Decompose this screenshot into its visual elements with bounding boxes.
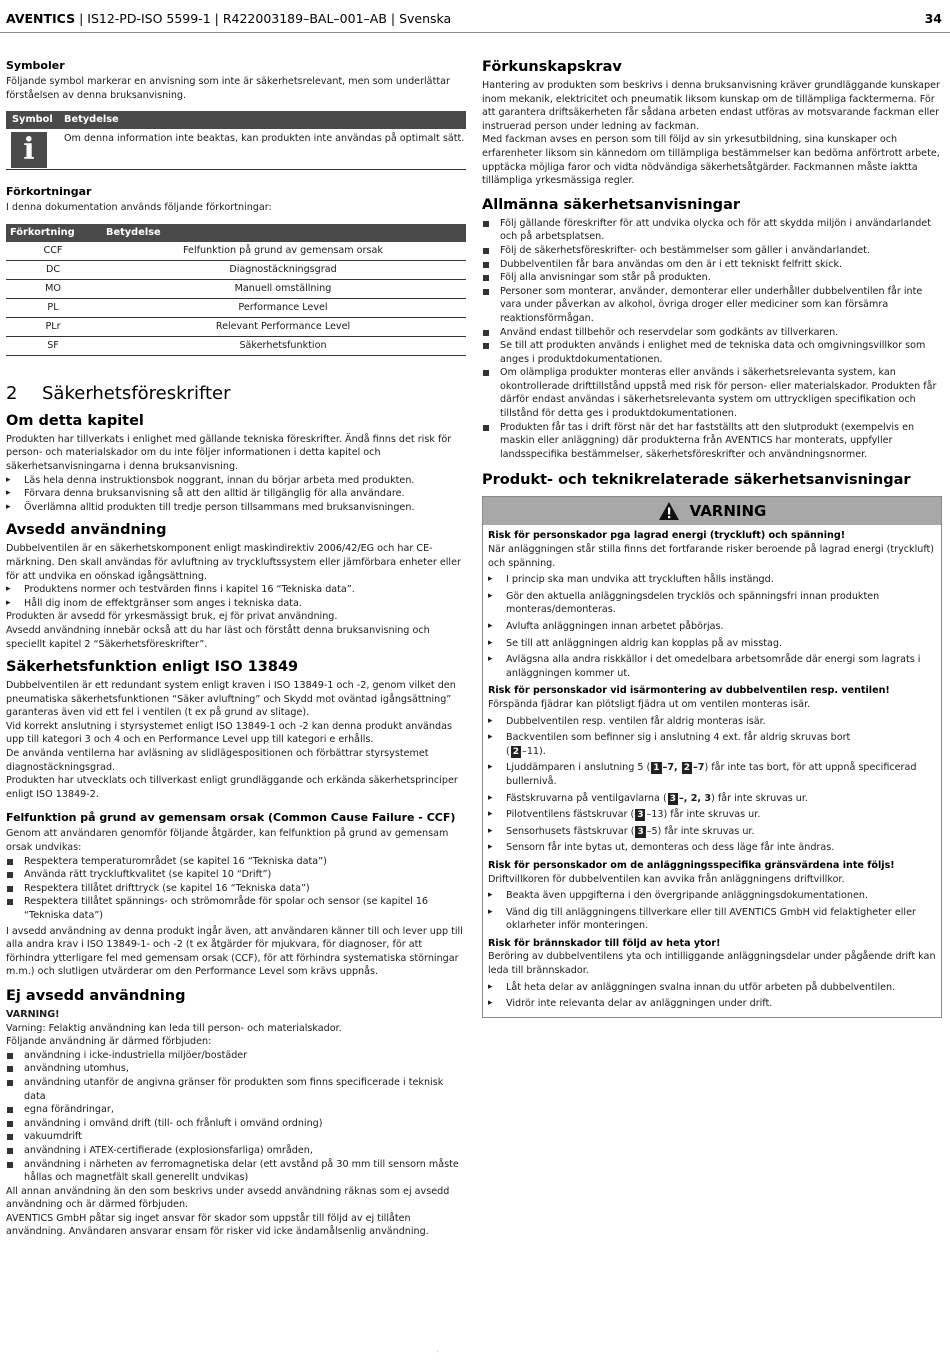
list-item: egna förändringar, xyxy=(6,1103,466,1117)
list-item: ▸ Förvara denna bruksanvisning så att den alltid är tillgänglig för alla användare. xyxy=(6,487,466,501)
misuse-heading: Ej avsedd användning xyxy=(6,987,186,1004)
misuse-intro: Följande användning är därmed förbjuden: xyxy=(6,1036,212,1048)
chapter-title xyxy=(6,382,466,406)
list-item: ▸ Fästskruvarna på ventilgavlarna ( 3 –, 2, 3) får inte skruvas ur. xyxy=(488,792,936,806)
list-item: ▸ Sensorn får inte bytas ut, demonteras och dess läge får inte ändras. xyxy=(488,841,936,855)
list-item: ▸ Dubbelventilen resp. ventilen får aldrig monteras isär. xyxy=(488,715,936,729)
abbreviation-column-header: Förkortning xyxy=(10,226,75,238)
list-item: Personer som monterar, använder, demonterar eller underhåller dubbelventilen får inte vara under påverkan av alkohol, övriga droger eller mediciner som kan försämra reaktionsförmågan. xyxy=(482,285,942,326)
left-column xyxy=(6,58,466,1239)
list-item: ▸ Överlämna alltid produkten till tredje person tillsammans med bruksanvisningen. xyxy=(6,501,466,515)
misuse-outro: All annan användning än den som beskrivs under avsedd användning räknas som ej avsedd användning och är därmed förbjuden. xyxy=(6,1185,450,1211)
list-item: Om olämpliga produkter monteras eller används i säkerhetsrelevanta system, kan okontrollerade drifttillstånd uppstå med risk för person- eller materialskador. Produkten får därför endast användas i säkerhetsrelevanta system om uttryckligen specifikation och tillstånd för detta ges i produktdokumentationen. xyxy=(482,366,942,420)
ccf-outro: I avsedd användning av denna produkt ingår även, att användaren känner till och lever upp till alla andra krav i ISO 13849-1- och -2 (t ex åtgärder för mjukvara, för diagnoser, för att förhindra ytterligare fel med gemensam orsak (CCF), för att förhindra systematiska störningar m.m.) och slutligen utvärderar om den Performance Level som krävs uppnås. xyxy=(6,925,463,978)
misuse-list xyxy=(6,1049,466,1185)
abbreviations-intro: I denna dokumentation används följande förkortningar: xyxy=(6,202,272,214)
list-item: ▸ Läs hela denna instruktionsbok noggrant, innan du börjar arbeta med produkten. xyxy=(6,474,466,488)
figure-ref-tag: 2 xyxy=(512,746,520,757)
intended-use-heading: Avsedd användning xyxy=(6,522,167,539)
figure-ref-tag: 3 xyxy=(637,810,644,821)
risk-list xyxy=(488,715,936,855)
risk-title: Risk för brännskador till följd av heta ytor! xyxy=(488,937,721,949)
figure-ref-tag: 3 xyxy=(637,826,644,837)
symbols-heading: Symboler xyxy=(6,59,65,72)
abbreviation: PL xyxy=(47,301,59,313)
misuse-warning-text: Varning: Felaktig användning kan leda till person- och materialskador. xyxy=(6,1022,342,1034)
abbreviation: MO xyxy=(45,282,61,294)
list-item: ▸ Backventilen som befinner sig i anslutning 4 ext. får aldrig skruvas bort ( 2 –11). xyxy=(488,731,936,758)
risk-text: Förspända fjädrar kan plötsligt fjädra ut om ventilen monteras isär. xyxy=(488,698,811,710)
abbreviation-meaning: Diagnostäckningsgrad xyxy=(229,263,337,275)
list-item: Följ de säkerhetsföreskrifter- och bestämmelser som gäller i användarlandet. xyxy=(482,244,942,258)
list-item: användning utanför de angivna gränser för produkten som finns specificerade i teknisk data xyxy=(6,1076,466,1103)
abbreviation-table-header xyxy=(6,224,466,242)
meaning-column-header: Betydelse xyxy=(64,114,119,126)
list-item: Respektera tillåtet spännings- och strömområde för spolar och sensor (se kapitel 16 “Tekniska data”) xyxy=(6,895,466,922)
list-item: ▸ Beakta även uppgifterna i den övergripande anläggningsdokumentationen. xyxy=(488,889,936,903)
safety-function-paragraph: Vid korrekt anslutning i styrsystemet enligt ISO 13849-1 och -2 kan denna produkt användas upp till kategori 3 och 4 och en Performance Level upp till kategori e erhålls. xyxy=(6,720,452,746)
table-row xyxy=(6,318,466,337)
abbreviation-meaning: Säkerhetsfunktion xyxy=(239,339,327,351)
symbol-meaning: Om denna information inte beaktas, kan produkten inte användas på optimalt sätt. xyxy=(64,133,465,145)
list-item: ▸ Pilotventilens fästskruvar ( 3 –13) får inte skruvas ur. xyxy=(488,808,936,822)
misuse-outro: AVENTICS GmbH påtar sig inget ansvar för skador som uppstår till följd av ej tillåten användning. Användaren ansvarar ensam för risker vid icke ändamålsenlig användning. xyxy=(6,1212,429,1238)
safety-function-paragraph: De använda ventilerna har avläsning av slidlägespositionen och förbättrar styrsystemet diagnostäckningsgrad. xyxy=(6,748,429,773)
symbol-table-header xyxy=(6,111,466,129)
list-item: ▸ Låt heta delar av anläggningen svalna innan du utför arbeten på dubbelventilen. xyxy=(488,981,936,995)
safety-function-paragraph: Dubbelventilen är ett redundant system enligt kraven i ISO 13849-1 och -2, genom vilket den pneumatiska säkerhetsfunktionen “Säker avluftning” och Skydd mot oväntad igångsättning” garanteras även vid ett fel i ventilen (t ex på grund av slitage). xyxy=(6,680,456,719)
doc-reference: | IS12-PD-ISO 5599-1 | R422003189–BAL–001–AB | Svenska xyxy=(75,11,452,26)
list-item: Följ alla anvisningar som står på produkten. xyxy=(482,271,942,285)
table-row xyxy=(6,261,466,280)
about-text: Produkten har tillverkats i enlighet med gällande tekniska föreskrifter. Ändå finns det risk för person- och materialskador om du inte följer informationen i detta kapitel och säkerhetsanvisningarna i denna bruksanvisning. xyxy=(6,433,452,472)
list-item: ▸ Vidrör inte relevanta delar av anläggningen under drift. xyxy=(488,997,936,1011)
abbr-meaning-column-header: Betydelse xyxy=(106,226,161,238)
chapter-number: 2 xyxy=(6,382,18,404)
qualification-heading: Förkunskapskrav xyxy=(482,59,622,75)
list-item: ▸ Avlufta anläggningen innan arbetet påbörjas. xyxy=(488,620,936,634)
list-item: ▸ Produktens normer och testvärden finns i kapitel 16 “Tekniska data”. xyxy=(6,583,466,597)
list-item: Se till att produkten används i enlighet med de tekniska data och omgivningsvillkor som anges i produktdokumentationen. xyxy=(482,339,942,366)
about-list xyxy=(6,474,466,515)
abbreviation: DC xyxy=(45,263,61,275)
intended-use-note: Avsedd användning innebär också att du har läst och förstått denna bruksanvisning och speciellt kapitel 2 “Säkerhetsföreskrifter”. xyxy=(6,624,430,650)
list-item: ▸ I princip ska man undvika att tryckluften hålls instängd. xyxy=(488,573,936,587)
page-header xyxy=(6,10,942,30)
abbreviation: CCF xyxy=(43,244,63,256)
risk-list xyxy=(488,981,936,1011)
ccf-list xyxy=(6,855,466,923)
intended-use-note: Produkten är avsedd för yrkesmässigt bruk, ej för privat användning. xyxy=(6,611,338,623)
risk-text: När anläggningen står stilla finns det fortfarande risker beroende på lagrad energi (tryckluft) och spänning. xyxy=(488,544,935,569)
table-row xyxy=(6,280,466,299)
list-item: ▸ Håll dig inom de effektgränser som anges i tekniska data. xyxy=(6,597,466,611)
safety-function-heading: Säkerhetsfunktion enligt ISO 13849 xyxy=(6,659,299,676)
warning-triangle-icon xyxy=(658,501,680,521)
warning-box xyxy=(482,496,942,1017)
footer-mark: ' xyxy=(437,1350,439,1357)
list-item: vakuumdrift xyxy=(6,1130,466,1144)
page-number: 34 xyxy=(924,11,942,26)
risk-title: Risk för personskador pga lagrad energi (tryckluft) och spänning! xyxy=(488,530,846,542)
abbreviation: SF xyxy=(47,339,59,351)
table-row xyxy=(6,299,466,318)
symbol-table-row xyxy=(6,129,466,170)
list-item: användning i icke-industriella miljöer/bostäder xyxy=(6,1049,466,1063)
qualification-paragraph: Med fackman avses en person som till följd av sin yrkesutbildning, sina kunskaper och erfarenheter liksom sin kännedom om tillämpliga bestämmelser kan bedöma anförtrott arbete, upptäcka möjliga faror och vidta nödvändiga säkerhetsåtgärder. Fackmannen måste iaktta tillämpliga yrkesmässiga regler. xyxy=(482,134,940,187)
symbol-table xyxy=(6,111,466,170)
list-item: ▸ Vänd dig till anläggningens tillverkare eller till AVENTICS GmbH vid felaktigheter eller oklarheter inför monteringen. xyxy=(488,906,936,933)
risk-text: Driftvillkoren för dubbelventilen kan avvika från anläggningens driftvillkor. xyxy=(488,873,845,885)
info-icon: i xyxy=(11,132,47,168)
abbreviation-meaning: Performance Level xyxy=(238,301,328,313)
ccf-intro: Genom att användaren genomför följande åtgärder, kan felfunktion på grund av gemensam orsak undvikas: xyxy=(6,828,449,854)
general-safety-heading: Allmänna säkerhetsanvisningar xyxy=(482,196,740,213)
risk-text: Beröring av dubbelventilens yta och intilliggande anläggningsdelar under pågående drift kan leda till brännskador. xyxy=(488,951,936,977)
risk-list xyxy=(488,889,936,933)
abbreviation-meaning: Relevant Performance Level xyxy=(215,320,351,332)
about-heading: Om detta kapitel xyxy=(6,412,144,429)
list-item: användning i omvänd drift (till- och frånluft i omvänd ordning) xyxy=(6,1117,466,1131)
right-column xyxy=(482,58,942,1018)
risk-title: Risk för personskador om de anläggningsspecifika gränsvärdena inte följs! xyxy=(488,859,895,871)
abbreviations-heading: Förkortningar xyxy=(6,185,92,199)
misuse-warning-label: VARNING! xyxy=(6,1008,60,1020)
figure-ref-tag: 3 xyxy=(669,793,676,804)
general-safety-list xyxy=(482,217,942,462)
list-item: Använda rätt tryckluftkvalitet (se kapitel 10 “Drift”) xyxy=(6,868,466,882)
table-row xyxy=(6,337,466,356)
abbreviation: PLr xyxy=(45,320,61,332)
list-item: Följ gällande föreskrifter för att undvika olycka och för att skydda miljön i användarlandet och på arbetsplatsen. xyxy=(482,217,942,244)
risk-list xyxy=(488,573,936,680)
symbols-intro: Följande symbol markerar en anvisning som inte är säkerhetsrelevant, men som underlättar förståelsen av denna bruksanvisning. xyxy=(6,76,450,101)
list-item: användning i ATEX-certifierade (explosionsfarliga) områden, xyxy=(6,1144,466,1158)
abbreviation-table xyxy=(6,224,466,356)
intended-use-list xyxy=(6,583,466,610)
product-safety-heading: Produkt- och teknikrelaterade säkerhetsanvisningar xyxy=(482,472,911,489)
list-item: Respektera temperaturområdet (se kapitel 16 “Tekniska data”) xyxy=(6,855,466,869)
qualification-paragraph: Hantering av produkten som beskrivs i denna bruksanvisning kräver grundläggande kunskaper inom mekanik, elektricitet och pneumatik liksom kunskap om de tillämpliga facktermerna. För att garantera driftsäkerheten får sådana arbeten endast utföras av motsvarande fackman eller instruerad person under ledning av fackman. xyxy=(482,80,940,132)
warning-body xyxy=(483,525,941,1016)
warning-label: VARNING xyxy=(689,501,767,520)
list-item: ▸ Avlägsna alla andra riskkällor i det omedelbara arbetsområde där energi som lagrats i anläggningen kommer ut. xyxy=(488,653,936,680)
header-divider xyxy=(0,32,950,33)
figure-ref-tag: 1 xyxy=(653,763,660,774)
ccf-heading: Felfunktion på grund av gemensam orsak (Common Cause Failure - CCF) xyxy=(6,811,456,825)
abbreviation-meaning: Manuell omställning xyxy=(234,282,332,294)
symbol-cell xyxy=(6,129,64,169)
list-item: ▸ Gör den aktuella anläggningsdelen trycklös och spänningsfri innan produkten monteras/demonteras. xyxy=(488,590,936,617)
list-item: Använd endast tillbehör och reservdelar som godkänts av tillverkaren. xyxy=(482,326,942,340)
list-item: användning utomhus, xyxy=(6,1062,466,1076)
list-item: ▸ Sensorhusets fästskruvar ( 3 –5) får inte skruvas ur. xyxy=(488,825,936,839)
list-item: Produkten får tas i drift först när det har fastställts att den slutprodukt (exempelvis en maskin eller anläggning) där produkterna från AVENTICS har monterats, uppfyller landsspecifika bestämmelser, säkerhetsföreskrifter och användningsnormer. xyxy=(482,421,942,462)
warning-header xyxy=(483,497,941,525)
figure-ref-tag: 2 xyxy=(683,763,690,774)
list-item: användning i närheten av ferromagnetiska delar (ett avstånd på 30 mm till sensorn måste hållas och magnetfält skall generellt undvikas) xyxy=(6,1158,466,1185)
table-row xyxy=(6,242,466,261)
symbol-column-header: Symbol xyxy=(12,114,53,126)
abbreviation-meaning: Felfunktion på grund av gemensam orsak xyxy=(183,244,383,256)
list-item: Respektera tillåtet drifttryck (se kapitel 16 “Tekniska data”) xyxy=(6,882,466,896)
list-item: ▸ Ljuddämparen i anslutning 5 ( 1 –7, 2 –7) får inte tas bort, för att uppnå specificerad bullernivå. xyxy=(488,761,936,788)
chapter-name: Säkerhetsföreskrifter xyxy=(42,382,231,404)
intended-use-text: Dubbelventilen är en säkerhetskomponent enligt maskindirektiv 2006/42/EG och har CE-märkning. Den skall användas för avluftning av tryckluftssystem eller jämförbara enheter eller för att undvika en oönskad igångsättning. xyxy=(6,543,461,582)
brand-name: AVENTICS xyxy=(6,11,76,26)
risk-title: Risk för personskador vid isärmontering av dubbelventilen resp. ventilen! xyxy=(488,685,890,697)
list-item: Dubbelventilen får bara användas om den är i ett tekniskt felfritt skick. xyxy=(482,258,942,272)
list-item: ▸ Se till att anläggningen aldrig kan kopplas på av misstag. xyxy=(488,637,936,651)
safety-function-paragraph: Produkten har utvecklats och tillverkast enligt grundläggande och erkända säkerhetsprinciper enligt ISO 13849-2. xyxy=(6,775,458,800)
